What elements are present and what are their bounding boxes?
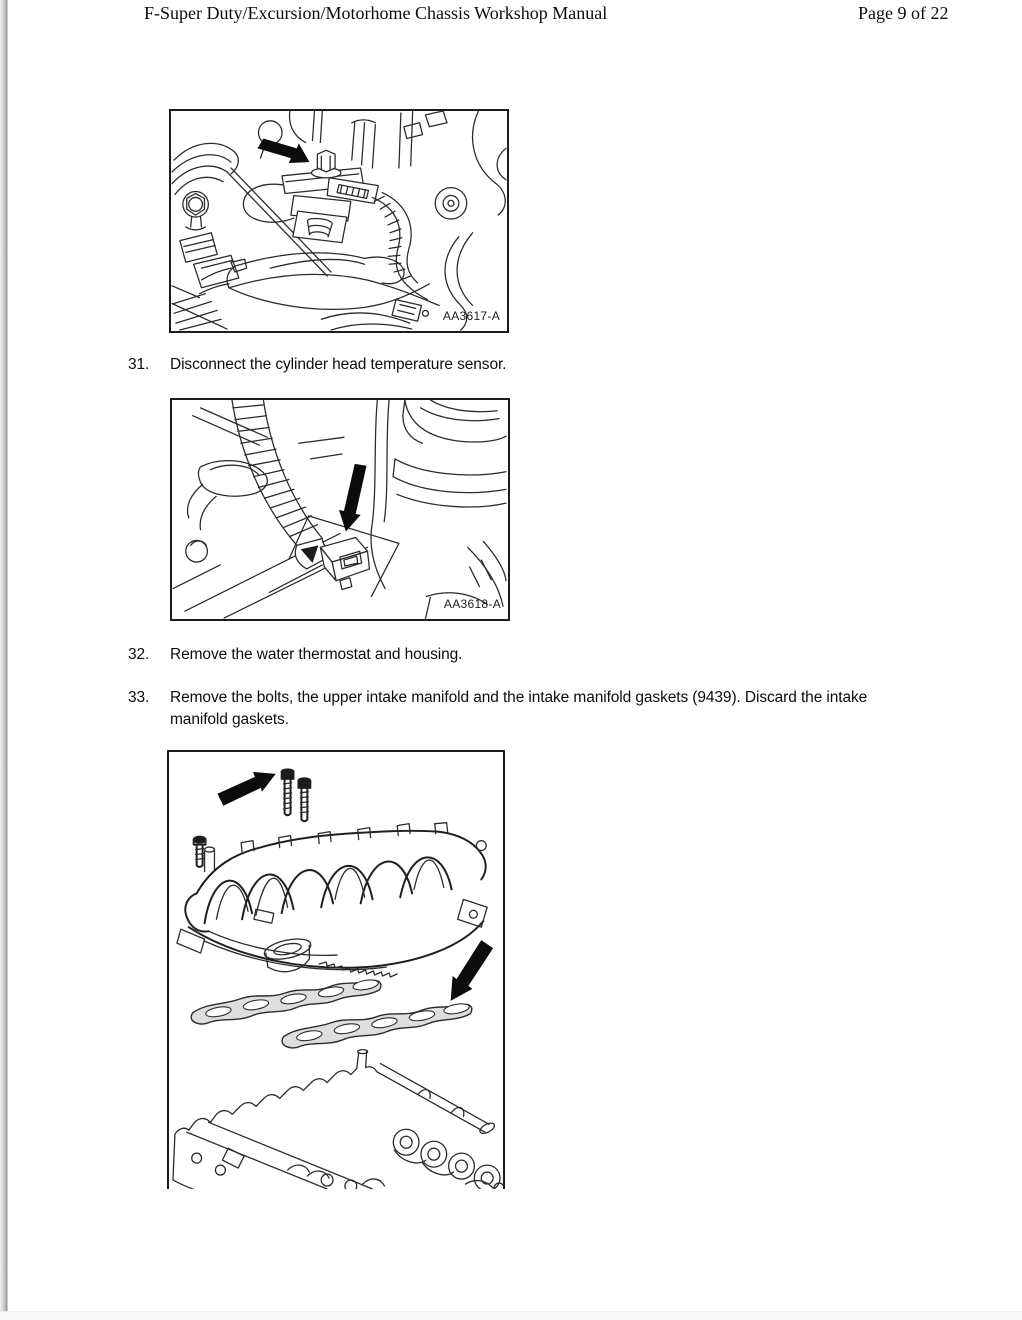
sensor-connector bbox=[320, 537, 369, 589]
step-number: 33. bbox=[128, 689, 150, 706]
callout-arrow bbox=[257, 139, 309, 164]
step-item-32 bbox=[128, 644, 882, 666]
engine-block bbox=[173, 1050, 503, 1189]
callout-arrow-bolts bbox=[217, 772, 275, 806]
engine-background-lines bbox=[173, 400, 506, 619]
step-text: Remove the water thermostat and housing. bbox=[170, 646, 463, 663]
step-item-31 bbox=[128, 354, 882, 376]
step-text: Remove the bolts, the upper intake manifold and the intake manifold gaskets (9439). Discard the intake manifold gaskets. bbox=[170, 689, 868, 728]
page-number: Page 9 of 22 bbox=[858, 3, 949, 23]
figure-label: AA3618-A bbox=[443, 597, 501, 611]
engine-sensor-illustration bbox=[171, 111, 507, 331]
step-number: 31. bbox=[128, 356, 150, 373]
step-item-33 bbox=[128, 687, 882, 731]
intake-manifold-gasket bbox=[282, 1002, 472, 1048]
figure-label: AA3617-A bbox=[442, 309, 500, 323]
thermostat-illustration bbox=[172, 400, 508, 619]
manual-title: F-Super Duty/Excursion/Motorhome Chassis Workshop Manual bbox=[144, 3, 608, 23]
intake-manifold-illustration bbox=[169, 752, 503, 1189]
step-number: 32. bbox=[128, 646, 150, 663]
ribbed-hose bbox=[232, 400, 332, 569]
figure-water-thermostat bbox=[170, 398, 510, 621]
figure-intake-manifold bbox=[167, 750, 505, 1189]
page-edge-shadow bbox=[0, 0, 8, 1320]
step-text: Disconnect the cylinder head temperature sensor. bbox=[170, 356, 507, 373]
callout-arrow-gasket bbox=[451, 940, 493, 1001]
intake-manifold-gasket bbox=[191, 978, 381, 1024]
callout-arrow bbox=[339, 464, 366, 532]
figure-cylinder-head-temp-sensor bbox=[169, 109, 509, 333]
page-bottom-shadow bbox=[0, 1311, 1022, 1320]
